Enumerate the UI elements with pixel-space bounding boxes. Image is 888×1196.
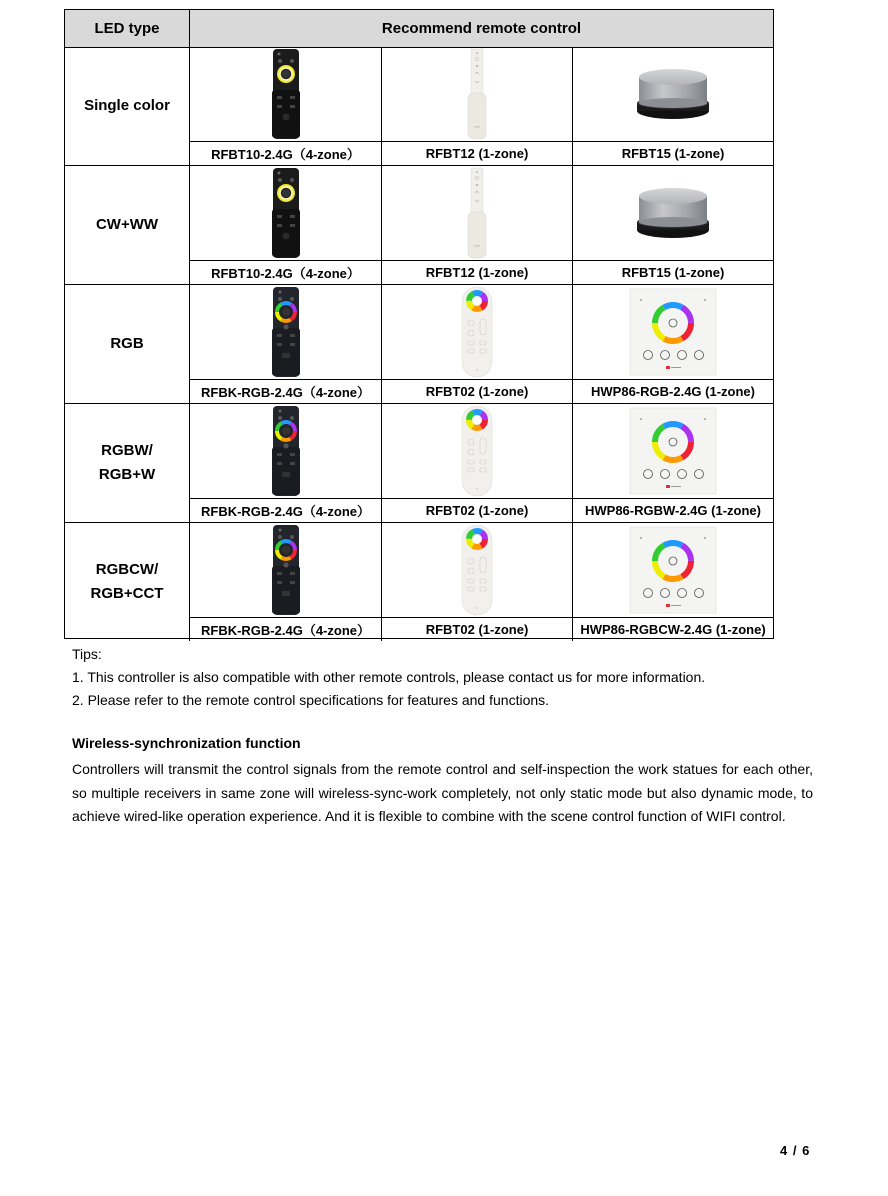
silver-knob-icon: [573, 166, 773, 260]
remote-model-label: RFBT15 (1-zone): [573, 260, 773, 284]
remote-model-label: HWP86-RGBW-2.4G (1-zone): [573, 498, 773, 522]
remote-cell: [382, 404, 573, 522]
remote-model-label: RFBT02 (1-zone): [382, 617, 572, 641]
header-recommend: Recommend remote control: [381, 20, 582, 37]
remote-cell: [382, 285, 573, 403]
table-row: [65, 285, 773, 404]
remote-model-label: HWP86-RGBCW-2.4G (1-zone): [573, 617, 773, 641]
led-type-cell: [65, 523, 190, 641]
remote-cell: [190, 166, 382, 284]
remote-cell: [573, 47, 773, 165]
remote-cell: [573, 166, 773, 284]
wireless-sync-body: Controllers will transmit the control signals from the remote control and self-inspection the work statues for each other, so multiple receivers in same zone will wireless-sync-work completely, not only static mode but also dynamic mode, to achieve wired-like operation experience. And it is flexible to combine with the scene control function of WIFI control.: [72, 761, 813, 824]
remote-model-label: RFBK-RGB-2.4G（4-zone）: [190, 498, 381, 522]
led-type-label: RGB+CCT: [90, 585, 164, 602]
table-row: [65, 47, 773, 166]
led-type-cell: [65, 285, 190, 403]
led-type-label: Single color: [84, 97, 170, 114]
remote-model-label: RFBK-RGB-2.4G（4-zone）: [190, 617, 381, 641]
tip-item: 1. This controller is also compatible with other remote controls, please contact us for more information.: [72, 669, 706, 685]
remote-compat-table: [64, 9, 774, 639]
black-remote-cct-icon: [190, 47, 381, 141]
remote-cell: [573, 285, 773, 403]
remote-cell: [190, 47, 382, 165]
black-remote-rgb-icon: [190, 285, 381, 379]
remote-cell: [573, 404, 773, 522]
white-rgb-remote-icon: [382, 404, 572, 498]
led-type-label: RGBCW/: [95, 561, 159, 578]
remote-cell: [573, 523, 773, 641]
remote-cell: [190, 523, 382, 641]
remote-cell: [190, 285, 382, 403]
white-rgb-remote-icon: [382, 523, 572, 617]
led-type-label: RGBW/: [101, 442, 153, 459]
white-slim-remote-icon: [382, 166, 572, 260]
led-type-label: CW+WW: [95, 216, 159, 233]
wall-panel-rgb-icon: [573, 523, 773, 617]
led-type-label: RGB: [110, 335, 144, 352]
led-type-cell: [65, 166, 190, 284]
remote-cell: [382, 47, 573, 165]
table-row: [65, 523, 773, 641]
silver-knob-icon: [573, 47, 773, 141]
table-row: [65, 404, 773, 523]
wireless-sync-title: Wireless-synchronization function: [72, 735, 301, 751]
wall-panel-rgb-icon: [573, 285, 773, 379]
page-number: 4 / 6: [780, 1143, 811, 1158]
tip-item: 2. Please refer to the remote control specifications for features and functions.: [72, 692, 550, 708]
led-type-cell: [65, 404, 190, 522]
remote-model-label: RFBT02 (1-zone): [382, 498, 572, 522]
remote-model-label: HWP86-RGB-2.4G (1-zone): [573, 379, 773, 403]
remote-model-label: RFBT12 (1-zone): [382, 260, 572, 284]
white-slim-remote-icon: [382, 47, 572, 141]
table-row: [65, 166, 773, 285]
table-header: [65, 10, 773, 48]
remote-model-label: RFBT02 (1-zone): [382, 379, 572, 403]
tips-title: Tips:: [72, 646, 102, 662]
remote-model-label: RFBT10-2.4G（4-zone）: [190, 260, 381, 284]
remote-model-label: RFBK-RGB-2.4G（4-zone）: [190, 379, 381, 403]
remote-model-label: RFBT15 (1-zone): [573, 141, 773, 165]
remote-model-label: RFBT10-2.4G（4-zone）: [190, 141, 381, 165]
black-remote-rgb-icon: [190, 523, 381, 617]
remote-cell: [190, 404, 382, 522]
remote-model-label: RFBT12 (1-zone): [382, 141, 572, 165]
header-led-type: LED type: [65, 10, 190, 47]
remote-cell: [382, 523, 573, 641]
led-type-cell: [65, 47, 190, 165]
led-type-label: RGB+W: [98, 466, 156, 483]
white-rgb-remote-icon: [382, 285, 572, 379]
black-remote-cct-icon: [190, 166, 381, 260]
black-remote-rgb-icon: [190, 404, 381, 498]
wall-panel-rgb-icon: [573, 404, 773, 498]
remote-cell: [382, 166, 573, 284]
tips: [72, 643, 705, 712]
